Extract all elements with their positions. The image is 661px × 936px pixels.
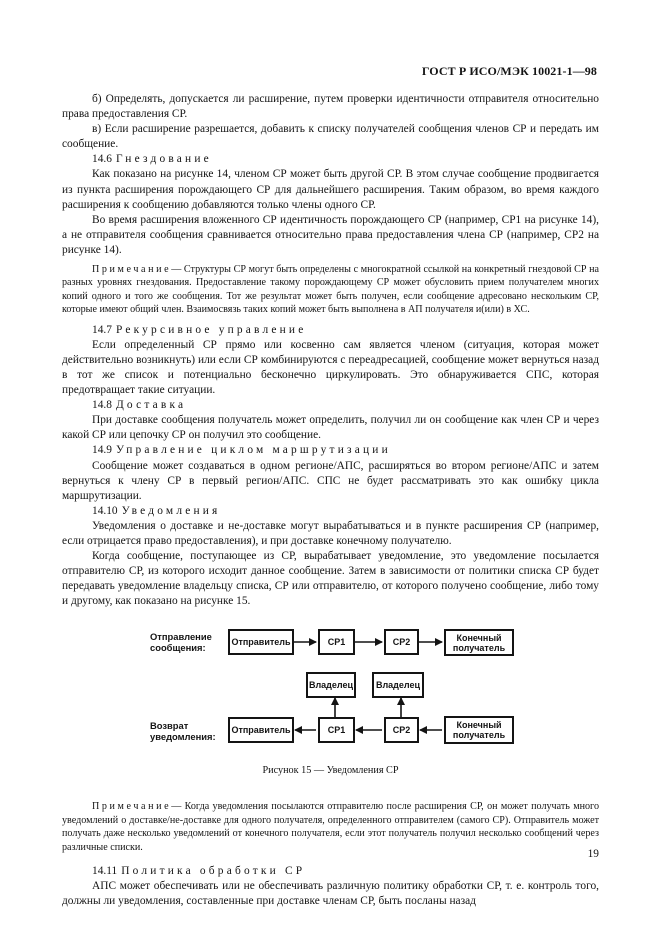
figure-caption: Рисунок 15 — Уведомления СР [262, 765, 399, 777]
note-label: Примечание [92, 264, 172, 276]
box-owner-dl2: Владелец [372, 672, 424, 698]
section-number: 14.9 [92, 444, 112, 457]
note-text: — Когда уведомления посылаются отправителю после расширения СР, он может получать много уведомлений о доставке/не-доставке для одного получателя, определенного отправителем (самого СР). Отправитель может получать даже несколько уведомлений от конечного получателя, если этот получатель получил несколько сообщений через различные списки. [62, 801, 599, 853]
paragraph: АПС может обеспечивать или не обеспечивать различную политику обработки СР, т. е. контроль того, должны ли уведомления, составленные при доставке членам СР, быть посланы назад [62, 880, 599, 908]
box-text-line: получатель [452, 730, 506, 741]
label-line: Возврат [150, 720, 189, 732]
note-label: Примечание [92, 801, 172, 813]
section-number: 14.6 [92, 153, 112, 166]
section-heading-14-7 [92, 323, 599, 338]
box-final-recipient [444, 629, 514, 656]
note-text: — Структуры СР могут быть определены с многократной ссылкой на конкретный гнездовой СР на разных уровнях гнездования. Предоставление такому порождающему СР может обусловить прием получателем многих копий одного и того же сообщения. Тот же результат может быть получен, если сообщение адресовано нескольким СР, которые имеют общий член. Взаимосвязь таких копий может быть выполнена в АП получателя и(или) в ХС. [62, 264, 599, 316]
box-dl2: СР2 [384, 629, 419, 655]
paragraph: Когда сообщение, поступающее из СР, вырабатывает уведомление, это уведомление посылается отправителю СР, из которого исходит данное сообщение. Затем в зависимости от политики списка СР будет передавать уведомление владельцу списка, СР или отправителю, от которого получено сообщение, либо тому и другому, как показано на рисунке 15. [62, 550, 599, 608]
label-notification-return [150, 720, 216, 742]
label-line: Отправление [150, 631, 212, 643]
section-number: 14.7 [92, 323, 112, 336]
note [62, 800, 599, 854]
box-owner-dl1: Владелец [306, 672, 356, 698]
note [62, 263, 599, 317]
document-body [62, 92, 599, 909]
section-title: Политика обработки СР [121, 865, 306, 878]
document-header: ГОСТ Р ИСО/МЭК 10021-1—98 [421, 64, 597, 78]
section-number: 14.8 [92, 399, 112, 412]
section-title: Гнездование [115, 153, 212, 166]
section-heading-14-6 [92, 152, 599, 167]
box-dl1: СР1 [318, 629, 355, 655]
label-message-send [150, 631, 212, 653]
section-heading-14-11 [92, 864, 599, 879]
label-line: уведомления: [150, 731, 216, 743]
section-heading-14-9 [92, 443, 599, 458]
box-sender: Отправитель [228, 717, 294, 743]
box-dl1: СР1 [318, 717, 355, 743]
label-line: сообщения: [150, 642, 206, 654]
box-text-line: Конечный [456, 632, 502, 643]
paragraph: Во время расширения вложенного СР идентичность порождающего СР (например, СР1 на рисунке 14), а не отправителя сообщения сравнивается относительно права предоставления члена СР (например, СР2 на рисунке 14). [62, 213, 599, 256]
section-title: Рекурсивное управление [115, 323, 307, 336]
section-title: Управление циклом маршрутизации [115, 444, 391, 457]
section-heading-14-8 [92, 398, 599, 413]
box-final-recipient [444, 716, 514, 744]
page-number: 19 [587, 848, 599, 860]
section-title: Доставка [115, 399, 187, 412]
section-title: Уведомления [121, 504, 221, 517]
box-text-line: получатель [452, 642, 506, 653]
section-number: 14.11 [92, 865, 118, 878]
paragraph: Сообщение может создаваться в одном регионе/АПС, расширяться во втором регионе/АПС и затем вернуться к члену СР в первый регион/АПС. СПС не будет рассматривать это как ошибку цикла маршрутизации. [62, 459, 599, 502]
figure-dl-notifications [62, 621, 599, 761]
section-heading-14-10 [92, 504, 599, 519]
box-dl2: СР2 [384, 717, 419, 743]
section-number: 14.10 [92, 504, 118, 517]
paragraph: Если определенный СР прямо или косвенно сам является членом (ситуация, которая может действительно возникнуть) или если СР комбинируются с переадресацией, сообщение может вернуться назад в тот же список и потенциально бесконечно циркулировать. Это обнаруживается СПС, которая предотвращает такие ситуации. [62, 338, 599, 397]
paragraph: Как показано на рисунке 14, членом СР может быть другой СР. В этом случае сообщение продвигается из пункта расширения порождающего СР для дальнейшего расширения. Таким образом, во время каждого расширения к сообщению добавляются только члены одного СР. [62, 168, 599, 211]
paragraph-b: б) Определять, допускается ли расширение, путем проверки идентичности отправителя относительно права предоставления СР. [62, 93, 599, 121]
paragraph: Уведомления о доставке и не-доставке могут вырабатываться и в пункте расширения СР (например, если отрицается право предоставления), и при доставке конечному получателю. [62, 519, 599, 547]
paragraph-v: в) Если расширение разрешается, добавить к списку получателей сообщения членов СР и передать им сообщение. [62, 123, 599, 151]
box-text-line: Конечный [456, 720, 502, 731]
box-sender: Отправитель [228, 629, 294, 655]
paragraph: При доставке сообщения получатель может определить, получил ли он сообщение как член СР и через какой СР или цепочку СР он получил это сообщение. [62, 414, 599, 442]
